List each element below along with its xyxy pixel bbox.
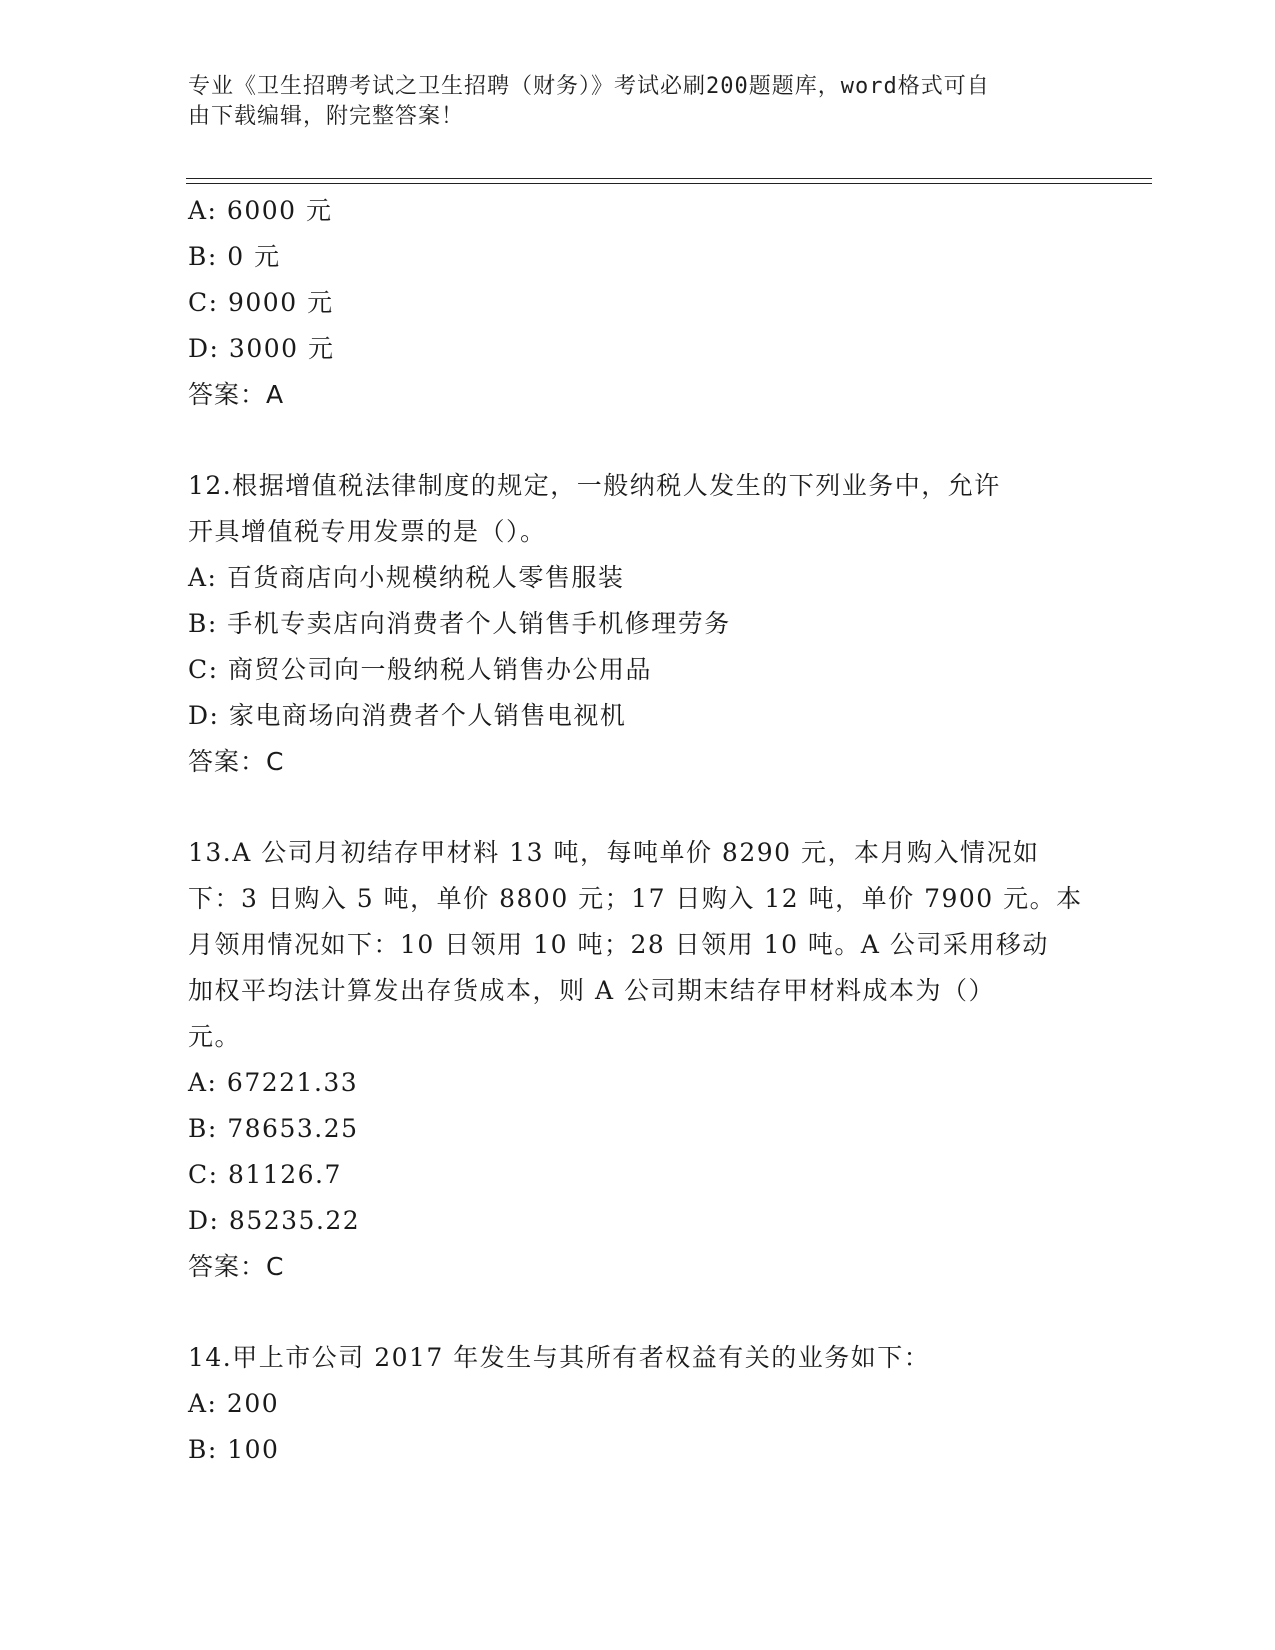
header-line-2: 由下载编辑，附完整答案！ bbox=[188, 104, 465, 129]
question-stem-line: 加权平均法计算发出存货成本，则 A 公司期末结存甲材料成本为（） bbox=[188, 976, 995, 1005]
option-a: A: 百货商店向小规模纳税人零售服装 bbox=[188, 563, 625, 592]
question-list bbox=[188, 188, 1088, 1473]
option-b: B: 手机专卖店向消费者个人销售手机修理劳务 bbox=[188, 609, 731, 638]
question-stem-line: 元。 bbox=[188, 1022, 242, 1051]
option-d: D: 3000 元 bbox=[188, 334, 335, 363]
option-c: C: 商贸公司向一般纳税人销售办公用品 bbox=[188, 655, 652, 684]
answer: 答案：C bbox=[188, 1252, 285, 1281]
option-d: D: 家电商场向消费者个人销售电视机 bbox=[188, 701, 627, 730]
option-a: A: 6000 元 bbox=[188, 196, 333, 225]
option-c: C: 9000 元 bbox=[188, 288, 334, 317]
question-stem-line: 月领用情况如下：10 日领用 10 吨；28 日领用 10 吨。A 公司采用移动 bbox=[188, 930, 1049, 959]
option-d: D: 85235.22 bbox=[188, 1206, 361, 1235]
question-stem-line: 13.A 公司月初结存甲材料 13 吨，每吨单价 8290 元，本月购入情况如 bbox=[188, 838, 1040, 867]
question-stem-line: 12.根据增值税法律制度的规定，一般纳税人发生的下列业务中，允许 bbox=[188, 471, 1001, 500]
question-stem-line: 14.甲上市公司 2017 年发生与其所有者权益有关的业务如下： bbox=[188, 1343, 931, 1372]
question-stem-line: 开具增值税专用发票的是（）。 bbox=[188, 517, 547, 546]
answer: 答案：A bbox=[188, 380, 285, 409]
option-b: B: 78653.25 bbox=[188, 1114, 359, 1143]
question-12 bbox=[188, 463, 1088, 785]
option-c: C: 81126.7 bbox=[188, 1160, 342, 1189]
header-line-1: 专业《卫生招聘考试之卫生招聘（财务）》考试必刷200题题库，word格式可自 bbox=[188, 74, 990, 99]
question-13 bbox=[188, 830, 1088, 1290]
question-stem-line: 下：3 日购入 5 吨，单价 8800 元；17 日购入 12 吨，单价 7900 元。本 bbox=[188, 884, 1083, 913]
document-header bbox=[188, 72, 1068, 132]
question-14 bbox=[188, 1335, 1088, 1473]
option-a: A: 200 bbox=[188, 1389, 280, 1418]
option-a: A: 67221.33 bbox=[188, 1068, 359, 1097]
option-b: B: 100 bbox=[188, 1435, 280, 1464]
answer: 答案：C bbox=[188, 747, 285, 776]
option-b: B: 0 元 bbox=[188, 242, 281, 271]
header-rule-top bbox=[186, 178, 1152, 179]
header-rule-bottom bbox=[186, 183, 1152, 184]
question-11 bbox=[188, 188, 1088, 418]
